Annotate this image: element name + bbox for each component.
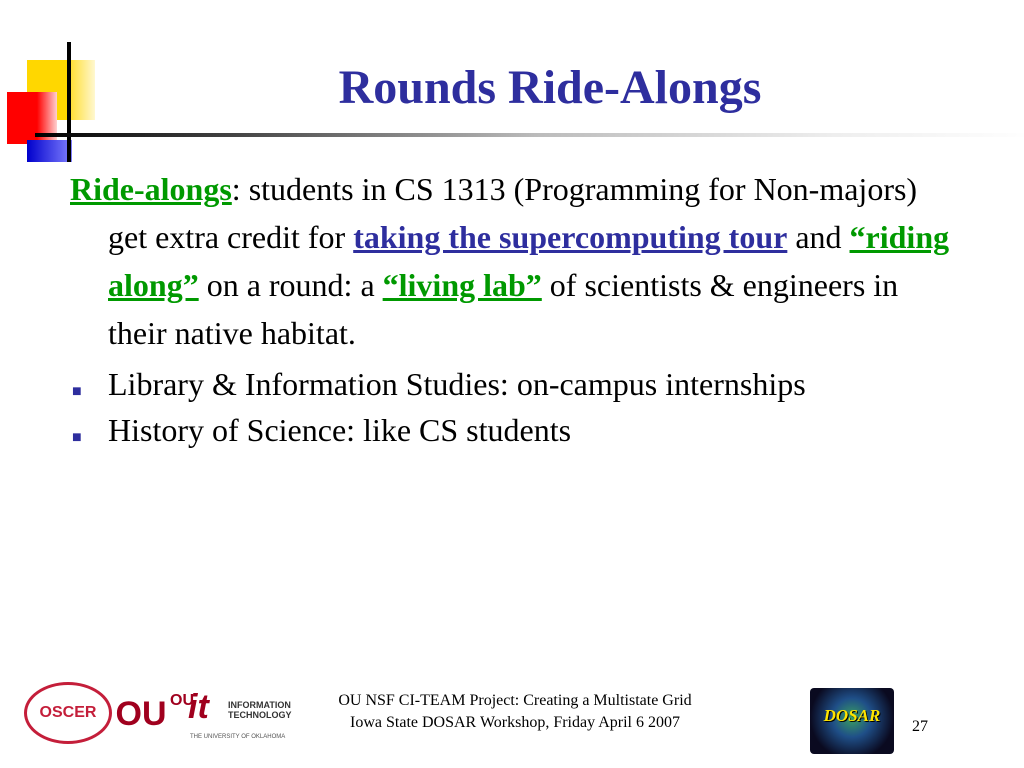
- living-lab-link[interactable]: “living lab”: [382, 267, 542, 303]
- paragraph-text: on a round: a: [198, 267, 383, 303]
- tour-link[interactable]: taking the supercomputing tour: [353, 219, 788, 255]
- bullet-square-icon: ■: [72, 429, 82, 446]
- decor-vertical-line: [67, 42, 71, 162]
- page-number: 27: [912, 718, 928, 735]
- bullet-item: [70, 411, 950, 449]
- slide-body: [70, 165, 950, 449]
- paragraph-text: : students in CS 1313 (Programming for Non-majors) get extra credit for: [108, 171, 918, 255]
- decor-blue-square: [27, 140, 72, 162]
- ride-alongs-term[interactable]: Ride-alongs: [70, 171, 232, 207]
- ou-small-label: OU: [170, 692, 194, 709]
- it-label: it: [188, 688, 209, 726]
- ou-logo: OU: [115, 694, 167, 733]
- university-label: THE UNIVERSITY OF OKLAHOMA: [190, 734, 286, 740]
- dosar-label: DOSAR: [823, 706, 881, 725]
- bullet-item: [70, 365, 950, 403]
- info-tech-label: INFORMATION TECHNOLOGY: [228, 700, 292, 720]
- paragraph-text: of scientists & engineers in their native habitat.: [108, 267, 899, 351]
- riding-along-link[interactable]: “riding along”: [108, 219, 950, 303]
- footer-line-1: OU NSF CI-TEAM Project: Creating a Multistate Grid: [338, 692, 692, 709]
- paragraph-text: and: [787, 219, 850, 255]
- slide-title: Rounds Ride-Alongs: [338, 61, 762, 114]
- footer-text: [290, 690, 740, 734]
- footer-logos: [22, 680, 292, 750]
- ride-alongs-paragraph: [70, 165, 950, 357]
- bullet-text: History of Science: like CS students: [108, 412, 572, 448]
- bullet-square-icon: ■: [72, 383, 82, 400]
- footer-line-2: Iowa State DOSAR Workshop, Friday April 6 2007: [350, 714, 680, 731]
- it-logo: [170, 688, 290, 744]
- oscer-logo: OSCER: [24, 682, 112, 744]
- title-divider: [35, 133, 1024, 137]
- bullet-text: Library & Information Studies: on-campus internships: [108, 366, 806, 402]
- dosar-logo: [810, 688, 894, 754]
